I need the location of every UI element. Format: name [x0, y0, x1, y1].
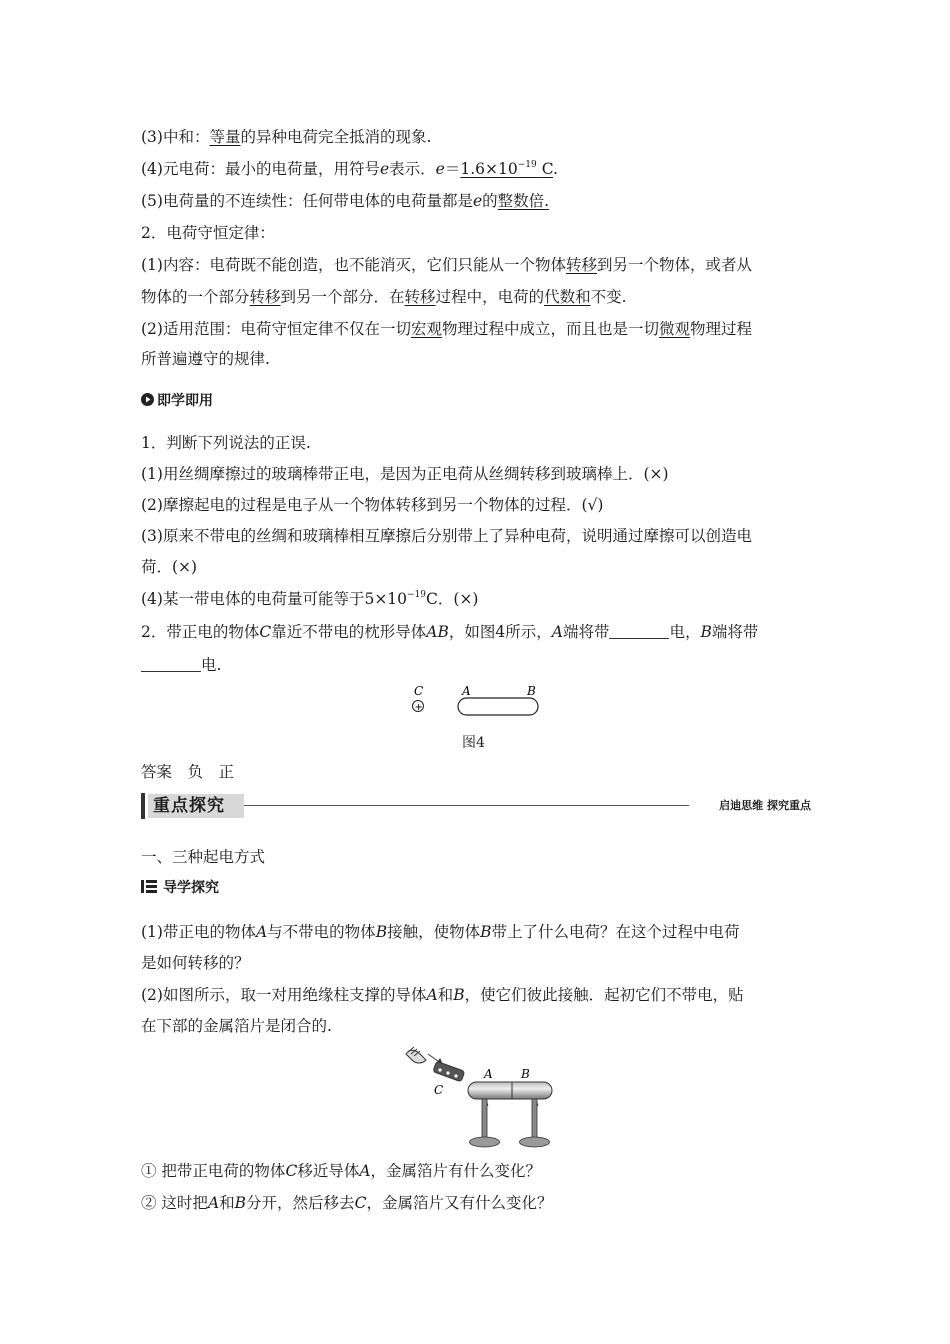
- practice-heading: 即学即用: [141, 390, 213, 412]
- pillow-conductor: [458, 698, 538, 715]
- conductor-pair: [468, 1082, 552, 1099]
- conservation-scope-line-1: (2)适用范围：电荷守恒定律不仅在一切宏观物理过程中成立，而且也是一切微观物理过程: [141, 320, 753, 338]
- answer-underline: 等量: [209, 128, 241, 146]
- point-neutralization: (3)中和：等量的异种电荷完全抵消的现象.: [141, 128, 432, 146]
- figure-4-diagram: [404, 682, 554, 726]
- figure-4-caption: 图4: [462, 735, 485, 751]
- section-heading-1: 一、三种起电方式: [141, 848, 266, 866]
- hand-holding-rod-icon: [406, 1047, 465, 1082]
- conductor-experiment-diagram: [400, 1044, 560, 1152]
- conservation-scope-line-2: 所普遍遵守的规律.: [141, 350, 270, 368]
- exploration-1-line-1: (1)带正电的物体A与不带电的物体B接触，使物体B带上了什么电荷？在这个过程中电荷: [141, 923, 740, 941]
- point-discontinuity: (5)电荷量的不连续性：任何带电体的电荷量都是e的整数倍.: [141, 192, 550, 210]
- fig4-label-a: A: [462, 684, 471, 698]
- exploration-1-line-2: 是如何转移的？: [141, 954, 250, 972]
- conservation-content-line-2: 物体的一个部分转移到另一个部分．在转移过程中，电荷的代数和不变.: [141, 288, 627, 306]
- heading-conservation: 2．电荷守恒定律：: [141, 224, 275, 242]
- banner-subtitle: 启迪思维 探究重点: [719, 799, 811, 812]
- question-1-item-1: (1)用丝绸摩擦过的玻璃棒带正电，是因为正电荷从丝绸转移到玻璃棒上．(×): [141, 465, 669, 483]
- list-icon: [141, 880, 157, 893]
- insulating-stand-b: [532, 1099, 537, 1139]
- question-1-item-3b: 荷．(×): [141, 558, 198, 576]
- question-circle-2: ② 这时把A和B分开，然后移去C，金属箔片又有什么变化？: [141, 1194, 553, 1212]
- section-banner: [141, 793, 811, 819]
- question-circle-1: ① 把带正电荷的物体C移近导体A，金属箔片有什么变化？: [141, 1162, 542, 1180]
- fig-label-c: C: [434, 1083, 444, 1097]
- fig-label-b: B: [521, 1067, 530, 1081]
- question-1-item-4: (4)某一带电体的电荷量可能等于$5\times 10^{-19}C$．(×): [141, 590, 479, 608]
- exploration-2-line-2: 在下部的金属箔片是闭合的.: [141, 1017, 332, 1035]
- answer-blank-1[interactable]: [609, 624, 669, 639]
- answer-blank-2[interactable]: [141, 657, 201, 672]
- fig4-label-b: B: [527, 684, 536, 698]
- guided-exploration-heading: 导学探究: [141, 877, 219, 899]
- fig4-plus: +: [414, 702, 423, 713]
- question-2: 2．带正电的物体C靠近不带电的枕形导体AB，如图4所示，A端将带 电，B端将带: [141, 623, 759, 641]
- question-1-item-3a: (3)原来不带电的丝绸和玻璃棒相互摩擦后分别带上了异种电荷，说明通过摩擦可以创造电: [141, 527, 752, 545]
- question-1-item-2: (2)摩擦起电的过程是电子从一个物体转移到另一个物体的过程．(√): [141, 496, 604, 514]
- question-1: 1．判断下列说法的正误.: [141, 434, 311, 452]
- answer-line: 答案 负 正: [141, 763, 235, 781]
- answer-underline: 整数倍.: [497, 192, 550, 210]
- answer-underline: $1.6\times 10^{-19}$ C: [460, 160, 553, 178]
- point-elementary-charge: (4)元电荷：最小的电荷量，用符号e表示．$e=1.6\times 10^{-19}$ C.: [141, 160, 558, 178]
- exploration-2-line-1: (2)如图所示，取一对用绝缘柱支撑的导体A和B，使它们彼此接触．起初它们不带电，贴: [141, 986, 744, 1004]
- fig4-label-c: C: [414, 684, 424, 698]
- conservation-content-line-1: (1)内容：电荷既不能创造，也不能消灭，它们只能从一个物体转移到另一个物体，或者从: [141, 256, 752, 274]
- insulating-stand-a: [482, 1099, 487, 1139]
- fig-label-a: A: [484, 1067, 493, 1081]
- question-2-line-2: 电.: [141, 654, 221, 676]
- banner-title: 重点探究: [153, 796, 225, 816]
- play-circle-icon: [141, 393, 154, 406]
